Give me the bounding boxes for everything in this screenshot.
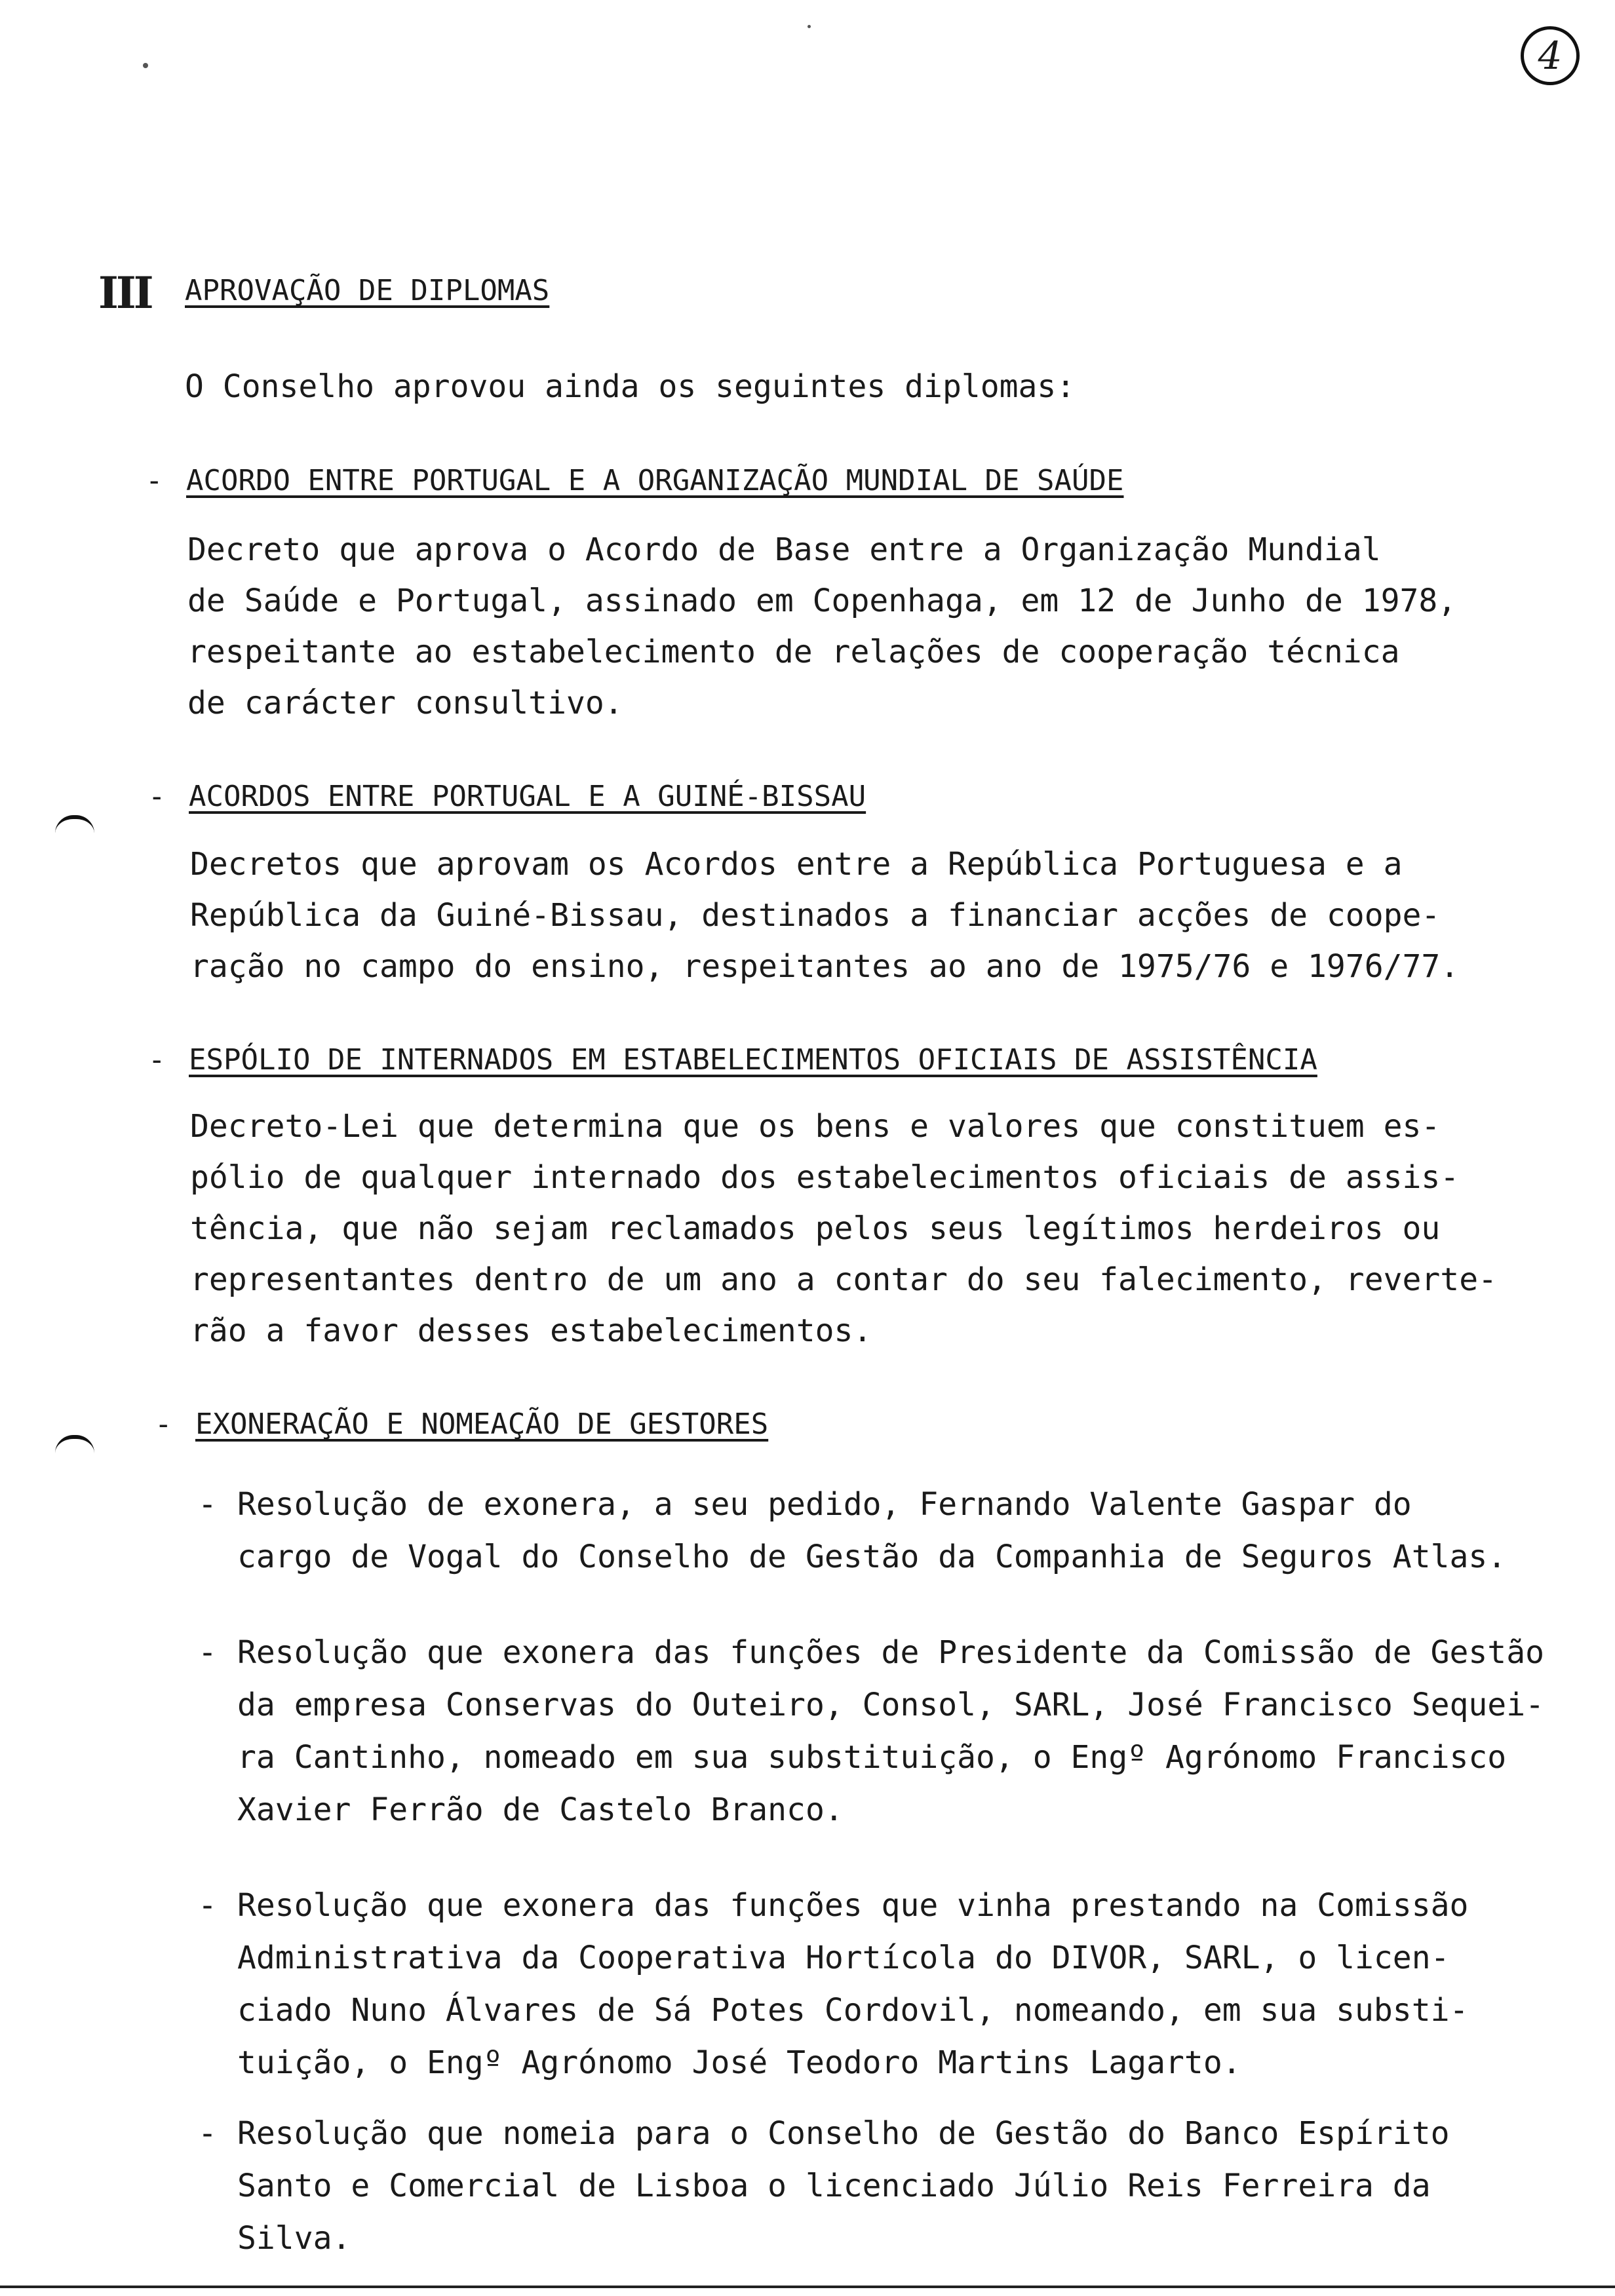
sub-item-line: ra Cantinho, nomeado em sua substituição, o Engº Agrónomo Francisco bbox=[237, 1739, 1507, 1776]
paragraph-line: tência, que não sejam reclamados pelos seus legítimos herdeiros ou bbox=[190, 1210, 1441, 1247]
paragraph-line: Decreto-Lei que determina que os bens e valores que constituem es- bbox=[190, 1108, 1441, 1145]
paragraph-line: pólio de qualquer internado dos estabelecimentos oficiais de assis- bbox=[190, 1159, 1460, 1196]
margin-mark bbox=[55, 1435, 94, 1453]
sub-item-dash: - bbox=[198, 2115, 217, 2152]
item-heading-text: ESPÓLIO DE INTERNADOS EM ESTABELECIMENTOS OFICIAIS DE ASSISTÊNCIA bbox=[189, 1043, 1317, 1077]
section-intro: O Conselho aprovou ainda os seguintes diplomas: bbox=[185, 368, 1076, 405]
sub-item-dash: - bbox=[198, 1486, 217, 1523]
section-title: APROVAÇÃO DE DIPLOMAS bbox=[185, 274, 550, 307]
item-dash: - bbox=[148, 780, 166, 813]
item-heading bbox=[146, 464, 1123, 497]
sub-item-line: cargo de Vogal do Conselho de Gestão da Companhia de Seguros Atlas. bbox=[237, 1539, 1507, 1575]
paragraph-line: República da Guiné-Bissau, destinados a financiar acções de coope- bbox=[190, 897, 1441, 934]
bottom-rule bbox=[0, 2286, 1615, 2288]
scan-speck bbox=[143, 63, 148, 68]
sub-item-line: - Resolução de exonera, a seu pedido, Fernando Valente Gaspar do bbox=[198, 1478, 1506, 1531]
paragraph-line: representantes dentro de um ano a contar do seu falecimento, reverte- bbox=[190, 1261, 1497, 1298]
sub-item-line: - Resolução que exonera das funções que vinha prestando na Comissão bbox=[198, 1879, 1468, 1932]
sub-item bbox=[198, 1879, 1468, 2089]
item-paragraph bbox=[187, 524, 1456, 729]
scan-speck bbox=[808, 25, 811, 28]
paragraph-line: rão a favor desses estabelecimentos. bbox=[190, 1312, 872, 1349]
sub-item-dash: - bbox=[198, 1887, 217, 1924]
sub-item-line: - Resolução que exonera das funções de Presidente da Comissão de Gestão bbox=[198, 1626, 1544, 1679]
item-heading-text: ACORDO ENTRE PORTUGAL E A ORGANIZAÇÃO MUNDIAL DE SAÚDE bbox=[186, 464, 1124, 497]
sub-item-line: tuição, o Engº Agrónomo José Teodoro Martins Lagarto. bbox=[237, 2044, 1241, 2081]
item-heading bbox=[155, 1407, 768, 1441]
sub-item-line: Xavier Ferrão de Castelo Branco. bbox=[237, 1791, 844, 1828]
sub-item bbox=[198, 1478, 1506, 1583]
sub-item-line: Administrativa da Cooperativa Hortícola do DIVOR, SARL, o licen- bbox=[237, 1940, 1450, 1976]
sub-item-line: da empresa Conservas do Outeiro, Consol, SARL, José Francisco Sequei- bbox=[237, 1687, 1544, 1723]
item-paragraph bbox=[190, 839, 1459, 992]
sub-item-dash: - bbox=[198, 1634, 217, 1671]
sub-item-line: - Resolução que nomeia para o Conselho de Gestão do Banco Espírito bbox=[198, 2107, 1450, 2160]
paragraph-line: Decretos que aprovam os Acordos entre a República Portuguesa e a bbox=[190, 846, 1403, 883]
item-paragraph bbox=[190, 1101, 1497, 1356]
sub-item-line: ciado Nuno Álvares de Sá Potes Cordovil, nomeando, em sua substi- bbox=[237, 1992, 1469, 2029]
sub-item bbox=[198, 1626, 1544, 1836]
paragraph-line: respeitante ao estabelecimento de relações de cooperação técnica bbox=[187, 634, 1400, 670]
sub-item bbox=[198, 2107, 1450, 2265]
sub-item-line: Silva. bbox=[237, 2220, 351, 2257]
item-heading bbox=[148, 1043, 1317, 1077]
paragraph-line: Decreto que aprova o Acordo de Base entre a Organização Mundial bbox=[187, 531, 1381, 568]
item-dash: - bbox=[155, 1407, 172, 1441]
section-roman-numeral: III bbox=[98, 267, 151, 318]
item-heading bbox=[148, 780, 866, 813]
item-dash: - bbox=[146, 464, 163, 497]
sub-item-line: Santo e Comercial de Lisboa o licenciado Júlio Reis Ferreira da bbox=[237, 2168, 1431, 2204]
item-heading-text: EXONERAÇÃO E NOMEAÇÃO DE GESTORES bbox=[195, 1407, 769, 1441]
paragraph-line: ração no campo do ensino, respeitantes ao ano de 1975/76 e 1976/77. bbox=[190, 948, 1460, 985]
margin-mark bbox=[55, 815, 94, 833]
paragraph-line: de carácter consultivo. bbox=[187, 685, 623, 721]
item-dash: - bbox=[148, 1043, 166, 1077]
page-number: 4 bbox=[1521, 26, 1580, 85]
item-heading-text: ACORDOS ENTRE PORTUGAL E A GUINÉ-BISSAU bbox=[189, 780, 866, 813]
paragraph-line: de Saúde e Portugal, assinado em Copenhaga, em 12 de Junho de 1978, bbox=[187, 583, 1457, 619]
